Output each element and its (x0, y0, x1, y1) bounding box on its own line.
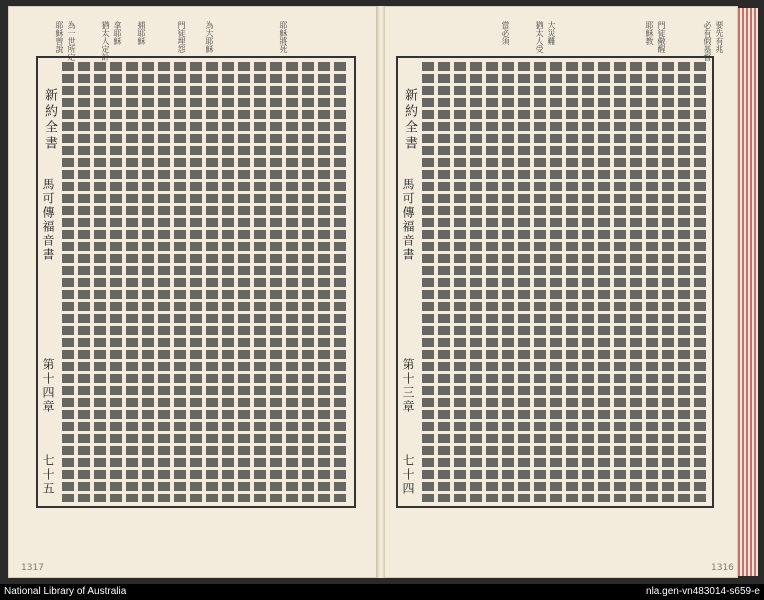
body-text-column (438, 62, 450, 502)
margin-note: 大災難 (547, 21, 556, 45)
margin-note: 拿耶穌 (113, 21, 122, 45)
page-number: 七十五 (41, 454, 55, 496)
library-credit: National Library of Australia (4, 586, 127, 597)
body-text-column (270, 62, 282, 502)
margin-note: 猶太人受 (535, 21, 544, 53)
body-text-column (422, 62, 434, 502)
chapter-number: 第十四章 (41, 358, 55, 414)
margin-note: 捕耶穌 (137, 21, 146, 45)
body-text-column (694, 62, 706, 502)
body-text-column (646, 62, 658, 502)
body-text-column (678, 62, 690, 502)
handwritten-page-number: 1316 (711, 563, 734, 573)
margin-note: 耶穌將死 (279, 21, 288, 53)
body-text-column (302, 62, 314, 502)
running-title: 新約全書 (42, 88, 57, 152)
body-text-column (614, 62, 626, 502)
chapter-title: 馬可傳福音書 (41, 178, 55, 262)
image-identifier: nla.gen-vn483014-s659-e (646, 586, 760, 597)
body-text-column (550, 62, 562, 502)
running-title: 新約全書 (402, 88, 417, 152)
body-text-column (142, 62, 154, 502)
body-text-column (582, 62, 594, 502)
body-text-column (598, 62, 610, 502)
handwritten-page-number: 1317 (21, 563, 44, 573)
body-text-column (630, 62, 642, 502)
margin-note: 為一世所定 (67, 21, 76, 61)
margin-note: 門徒儆醒 (657, 21, 666, 53)
body-text-column (534, 62, 546, 502)
body-text-column (662, 62, 674, 502)
body-text-column (566, 62, 578, 502)
margin-note: 門徒埋怨 (177, 21, 186, 53)
margin-note: 必有假基督 (703, 21, 712, 61)
page-number: 七十四 (401, 454, 415, 496)
body-text-column (110, 62, 122, 502)
margin-note: 為大耶穌 (205, 21, 214, 53)
margin-note: 耶穌教 (645, 21, 654, 45)
left-text-block (36, 56, 356, 508)
chapter-number: 第十三章 (401, 358, 415, 414)
body-text-column (254, 62, 266, 502)
body-text-column (174, 62, 186, 502)
body-text-column (454, 62, 466, 502)
body-text-column (486, 62, 498, 502)
right-text-block (396, 56, 714, 508)
body-text-column (518, 62, 530, 502)
body-text-column (470, 62, 482, 502)
chapter-title: 馬可傳福音書 (401, 178, 415, 262)
attribution-footer (0, 584, 764, 600)
body-text-column (502, 62, 514, 502)
body-text-column (94, 62, 106, 502)
body-text-column (190, 62, 202, 502)
body-text-column (286, 62, 298, 502)
body-text-column (62, 62, 74, 502)
margin-note: 當必須 (501, 21, 510, 45)
margin-note: 要先有兆 (715, 21, 724, 53)
body-text-column (206, 62, 218, 502)
body-text-column (318, 62, 330, 502)
margin-note: 猶太人定計 (101, 21, 110, 61)
body-text-column (222, 62, 234, 502)
margin-note: 耶穌曾說 (55, 21, 64, 53)
body-text-column (78, 62, 90, 502)
page-edges (738, 8, 758, 576)
body-text-column (126, 62, 138, 502)
body-text-column (158, 62, 170, 502)
body-text-column (334, 62, 346, 502)
body-text-column (238, 62, 250, 502)
